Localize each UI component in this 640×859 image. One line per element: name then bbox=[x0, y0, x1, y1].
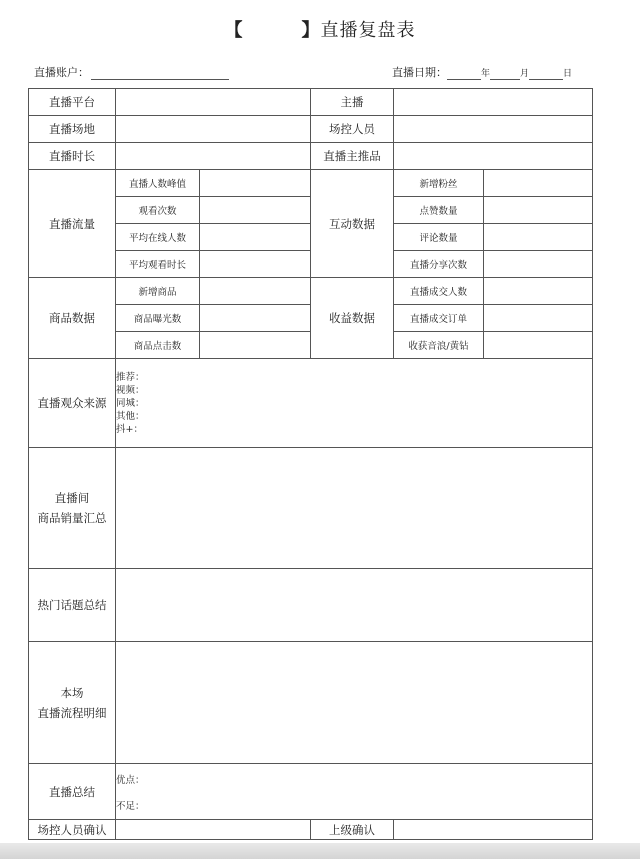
venue-value[interactable] bbox=[116, 116, 311, 143]
audience-source-label: 直播观众来源 bbox=[29, 359, 116, 448]
platform-value[interactable] bbox=[116, 89, 311, 116]
goods-item-label: 新增商品 bbox=[116, 278, 200, 305]
page-bottom-edge bbox=[0, 843, 640, 859]
table-row bbox=[29, 170, 593, 197]
summary-cons: 不足： bbox=[116, 800, 145, 812]
controller-label: 场控人员 bbox=[311, 116, 394, 143]
revenue-label: 收益数据 bbox=[311, 278, 394, 359]
date-field bbox=[392, 64, 572, 80]
platform-label: 直播平台 bbox=[29, 89, 116, 116]
source-item: 视频： bbox=[116, 384, 145, 396]
revenue-item-value[interactable] bbox=[484, 305, 593, 332]
table-row bbox=[29, 764, 593, 820]
traffic-item-label: 平均观看时长 bbox=[116, 251, 200, 278]
review-table bbox=[28, 88, 593, 840]
goods-item-value[interactable] bbox=[200, 305, 311, 332]
traffic-item-label: 直播人数峰值 bbox=[116, 170, 200, 197]
host-label: 主播 bbox=[311, 89, 394, 116]
venue-label: 直播场地 bbox=[29, 116, 116, 143]
host-value[interactable] bbox=[394, 89, 593, 116]
goods-item-label: 商品点击数 bbox=[116, 332, 200, 359]
table-row bbox=[29, 569, 593, 642]
table-row bbox=[29, 642, 593, 764]
source-item: 其他： bbox=[116, 410, 145, 422]
table-row bbox=[29, 278, 593, 305]
hot-topics-label: 热门话题总结 bbox=[29, 569, 116, 642]
controller-confirm-value[interactable] bbox=[116, 820, 311, 840]
sales-summary-line1: 直播间 bbox=[54, 491, 90, 505]
table-row bbox=[29, 143, 593, 170]
month-unit: 月 bbox=[520, 69, 530, 79]
main-product-value[interactable] bbox=[394, 143, 593, 170]
source-item: 抖+： bbox=[116, 423, 143, 435]
traffic-label: 直播流量 bbox=[29, 170, 116, 278]
interaction-item-label: 直播分享次数 bbox=[394, 251, 484, 278]
source-item: 同城： bbox=[116, 397, 145, 409]
traffic-item-value[interactable] bbox=[200, 224, 311, 251]
superior-confirm-label: 上级确认 bbox=[311, 820, 394, 840]
table-row bbox=[29, 116, 593, 143]
account-blank[interactable] bbox=[91, 69, 229, 80]
year-blank[interactable] bbox=[447, 69, 481, 80]
hot-topics-value[interactable] bbox=[116, 569, 593, 642]
title-close-bracket: 】 bbox=[301, 20, 321, 41]
interaction-item-label: 评论数量 bbox=[394, 224, 484, 251]
summary-pros: 优点： bbox=[116, 774, 145, 786]
process-label bbox=[29, 642, 116, 764]
controller-confirm-label: 场控人员确认 bbox=[29, 820, 116, 840]
goods-item-value[interactable] bbox=[200, 332, 311, 359]
main-product-label: 直播主推品 bbox=[311, 143, 394, 170]
traffic-item-label: 平均在线人数 bbox=[116, 224, 200, 251]
duration-value[interactable] bbox=[116, 143, 311, 170]
account-label: 直播账户： bbox=[34, 66, 89, 79]
sales-summary-value[interactable] bbox=[116, 448, 593, 569]
year-unit: 年 bbox=[481, 69, 491, 79]
page-title bbox=[0, 16, 640, 42]
title-open-bracket: 【 bbox=[224, 20, 244, 41]
source-item: 推荐： bbox=[116, 371, 145, 383]
process-line2: 直播流程明细 bbox=[37, 705, 107, 720]
table-row bbox=[29, 820, 593, 840]
table-row bbox=[29, 89, 593, 116]
month-blank[interactable] bbox=[490, 69, 520, 80]
day-blank[interactable] bbox=[529, 69, 563, 80]
revenue-item-value[interactable] bbox=[484, 278, 593, 305]
sales-summary-label bbox=[29, 448, 116, 569]
goods-item-value[interactable] bbox=[200, 278, 311, 305]
traffic-item-value[interactable] bbox=[200, 197, 311, 224]
traffic-item-value[interactable] bbox=[200, 170, 311, 197]
superior-confirm-value[interactable] bbox=[394, 820, 593, 840]
goods-item-label: 商品曝光数 bbox=[116, 305, 200, 332]
interaction-item-label: 点赞数量 bbox=[394, 197, 484, 224]
day-unit: 日 bbox=[563, 69, 573, 79]
interaction-item-value[interactable] bbox=[484, 224, 593, 251]
traffic-item-label: 观看次数 bbox=[116, 197, 200, 224]
revenue-item-label: 直播成交订单 bbox=[394, 305, 484, 332]
process-line1: 本场 bbox=[60, 685, 84, 700]
summary-label: 直播总结 bbox=[29, 764, 116, 820]
duration-label: 直播时长 bbox=[29, 143, 116, 170]
account-field bbox=[34, 64, 229, 80]
date-label: 直播日期： bbox=[392, 66, 447, 79]
table-row bbox=[29, 359, 593, 448]
interaction-item-label: 新增粉丝 bbox=[394, 170, 484, 197]
revenue-item-label: 收获音浪/黄钻 bbox=[394, 332, 484, 359]
audience-source-value[interactable] bbox=[116, 359, 593, 448]
interaction-item-value[interactable] bbox=[484, 197, 593, 224]
interaction-label: 互动数据 bbox=[311, 170, 394, 278]
process-value[interactable] bbox=[116, 642, 593, 764]
sales-summary-line2: 商品销量汇总 bbox=[37, 511, 107, 525]
interaction-item-value[interactable] bbox=[484, 170, 593, 197]
interaction-item-value[interactable] bbox=[484, 251, 593, 278]
revenue-item-value[interactable] bbox=[484, 332, 593, 359]
revenue-item-label: 直播成交人数 bbox=[394, 278, 484, 305]
title-text: 直播复盘表 bbox=[320, 20, 416, 41]
table-row bbox=[29, 448, 593, 569]
traffic-item-value[interactable] bbox=[200, 251, 311, 278]
summary-value[interactable] bbox=[116, 764, 593, 820]
controller-value[interactable] bbox=[394, 116, 593, 143]
goods-label: 商品数据 bbox=[29, 278, 116, 359]
